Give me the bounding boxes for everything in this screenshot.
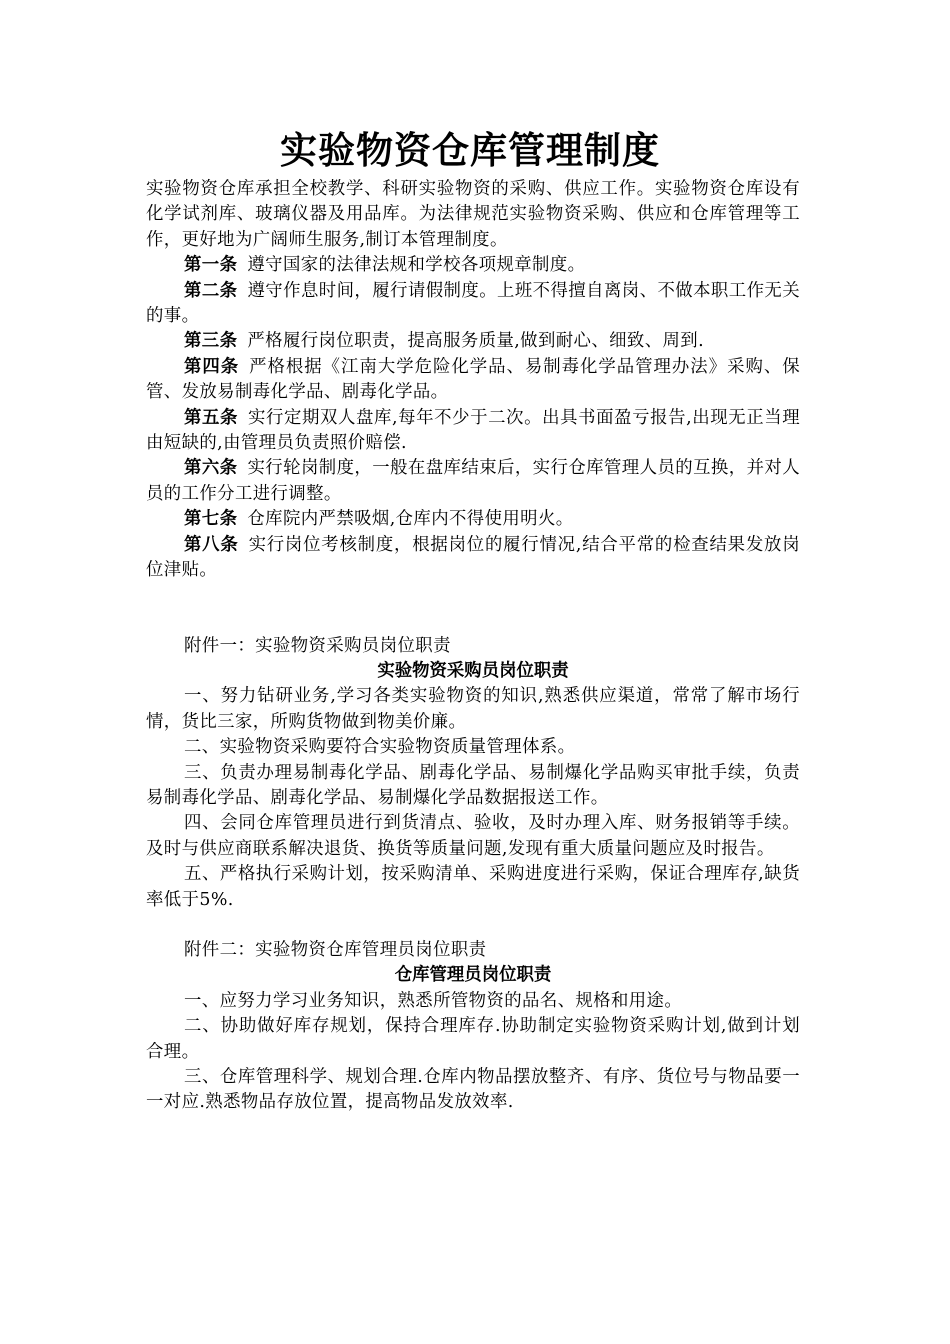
document-title: 实验物资仓库管理制度 xyxy=(280,129,660,172)
appendix-2-item: 二、协助做好库存规划，保持合理库存.协助制定实验物资采购计划,做到计划合理。 xyxy=(146,1016,800,1062)
spacer xyxy=(146,913,800,938)
appendix-1-item: 一、努力钻研业务,学习各类实验物资的知识,熟悉供应渠道，常常了解市场行情，货比三家，所购货物做到物美价廉。 xyxy=(146,686,800,732)
appendix-2-item: 一、应努力学习业务知识，熟悉所管物资的品名、规格和用途。 xyxy=(184,990,683,1011)
article-label: 第四条 xyxy=(184,356,240,377)
article-text: 严格履行岗位职责，提高服务质量,做到耐心、细致、周到. xyxy=(247,331,704,352)
appendix-1-title: 实验物资采购员岗位职责 xyxy=(377,660,569,681)
article-1 xyxy=(146,253,800,278)
appendix-1-item: 四、会同仓库管理员进行到货清点、验收，及时办理入库、财务报销等手续。及时与供应商联系解决退货、换货等质量问题,发现有重大质量问题应及时报告。 xyxy=(146,813,800,859)
intro-paragraph: 实验物资仓库承担全校教学、科研实验物资的采购、供应工作。实验物资仓库设有化学试剂库、玻璃仪器及用品库。为法律规范实验物资采购、供应和仓库管理等工作，更好地为广阔师生服务,制订本管理制度。 xyxy=(146,179,800,250)
article-text: 遵守作息时间，履行请假制度。上班不得擅自离岗、不做本职工作无关的事。 xyxy=(146,280,801,327)
appendix-2-item: 三、仓库管理科学、规划合理.仓库内物品摆放整齐、有序、货位号与物品要一一对应.熟悉物品存放位置，提高物品发放效率. xyxy=(146,1067,800,1113)
article-2 xyxy=(146,279,800,330)
article-7 xyxy=(146,507,800,532)
appendix-1-item: 五、严格执行采购计划，按采购清单、采购进度进行采购，保证合理库存,缺货率低于5%. xyxy=(146,864,800,910)
article-label: 第二条 xyxy=(184,280,238,301)
article-text: 仓库院内严禁吸烟,仓库内不得使用明火。 xyxy=(247,509,574,530)
article-label: 第六条 xyxy=(184,458,238,479)
article-8 xyxy=(146,533,800,584)
article-label: 第一条 xyxy=(184,255,238,276)
article-label: 第七条 xyxy=(184,509,238,530)
appendix-2 xyxy=(146,938,800,1116)
appendix-2-heading: 附件二：实验物资仓库管理员岗位职责 xyxy=(184,939,487,960)
article-6 xyxy=(146,456,800,507)
appendix-2-title: 仓库管理员岗位职责 xyxy=(394,965,552,986)
article-text: 严格根据《江南大学危险化学品、易制毒化学品管理办法》采购、保管、发放易制毒化学品、剧毒化学品。 xyxy=(146,356,800,403)
article-3 xyxy=(146,329,800,354)
article-4 xyxy=(146,355,800,406)
appendix-1-item: 三、负责办理易制毒化学品、剧毒化学品、易制爆化学品购买审批手续，负责易制毒化学品、剧毒化学品、易制爆化学品数据报送工作。 xyxy=(146,762,800,808)
appendix-1-heading: 附件一：实验物资采购员岗位职责 xyxy=(184,635,451,656)
article-label: 第八条 xyxy=(184,534,239,555)
appendix-1-item: 二、实验物资采购要符合实验物资质量管理体系。 xyxy=(184,737,576,758)
article-5 xyxy=(146,406,800,457)
article-text: 实行岗位考核制度，根据岗位的履行情况,结合平常的检查结果发放岗位津贴。 xyxy=(146,534,801,581)
article-label: 第三条 xyxy=(184,331,238,352)
articles-list xyxy=(146,253,800,583)
appendix-1 xyxy=(146,634,800,913)
article-text: 遵守国家的法律法规和学校各项规章制度。 xyxy=(247,255,586,276)
article-label: 第五条 xyxy=(184,407,238,428)
article-text: 实行轮岗制度，一般在盘库结束后，实行仓库管理人员的互换，并对人员的工作分工进行调整。 xyxy=(146,458,801,504)
spacer xyxy=(146,584,800,634)
document-page xyxy=(146,125,800,1116)
article-text: 实行定期双人盘库,每年不少于二次。出具书面盈亏报告,出现无正当理由短缺的,由管理员负责照价赔偿. xyxy=(146,407,801,454)
